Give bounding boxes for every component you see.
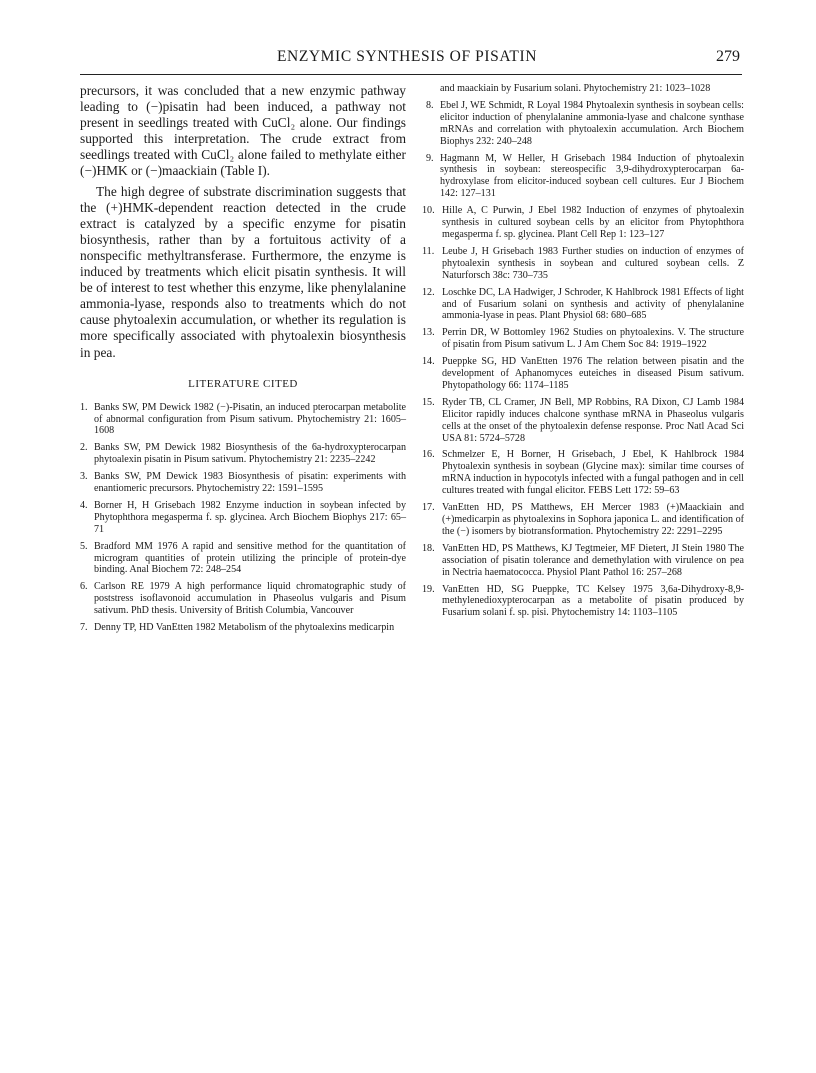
reference-text: VanEtten HD, PS Matthews, EH Mercer 1983 (+)Maackiain and (+)medicarpin as phytoalexins in Sophora japonica L. and identification of the (−) isomers by biotransformation. Phytochemistry 22: 2291–2295 <box>442 502 744 537</box>
reference-text: Hagmann M, W Heller, H Grisebach 1984 Induction of phytoalexin synthesis in soybean: stereospecific 3,9-dihydroxypterocarpan 6a-hydroxylase from elicitor-induced soybean cell cultures. Eur J Biochem 142: 127–131 <box>440 152 744 200</box>
reference-text: Bradford MM 1976 A rapid and sensitive method for the quantitation of microgram quantities of protein utilizing the principle of protein-dye binding. Anal Biochem 72: 248–254 <box>94 540 406 576</box>
reference-number: 16. <box>422 449 435 461</box>
reference-item <box>422 205 744 241</box>
reference-list-right <box>422 99 744 619</box>
reference-item <box>80 581 406 617</box>
reference-text: VanEtten HD, SG Pueppke, TC Kelsey 1975 3,6a-Dihydroxy-8,9-methylenedioxypterocarpan as a metabolite of pisatin produced by Fusarium solani f. sp. pisi. Phytochemistry 14: 1103–1105 <box>442 583 744 619</box>
reference-item <box>422 356 744 392</box>
reference-text: Loschke DC, LA Hadwiger, J Schroder, K Hahlbrock 1981 Effects of light and of Fusarium solani on synthesis and activity of phenylalanine ammonia-lyase in peas. Plant Physiol 68: 680–685 <box>442 286 744 322</box>
reference-number: 8. <box>426 99 434 111</box>
reference-item <box>426 153 744 201</box>
reference-text: VanEtten HD, PS Matthews, KJ Tegtmeier, MF Dietert, JI Stein 1980 The association of pisatin tolerance and demethylation with virulence on pea in Nectria haematococca. Physiol Plant Pathol 16: 257–268 <box>442 542 744 578</box>
reference-item <box>80 500 406 536</box>
reference-number: 7. <box>80 622 88 634</box>
reference-item <box>422 396 744 445</box>
body-paragraph-1: precursors, it was concluded that a new enzymic pathway leading to (−)pisatin had been induced, a pathway not present in seedlings treated with CuCl₂ alone. Our findings supported this interpretation. The crude extract from seedlings treated with CuCl₂ alone failed to methylate either (−)HMK or (−)maackiain (Table I). <box>80 83 406 179</box>
reference-number: 3. <box>80 471 88 483</box>
reference-number: 10. <box>422 205 435 217</box>
reference-item <box>422 449 744 497</box>
reference-item <box>422 502 744 538</box>
reference-item <box>422 245 744 282</box>
reference-item <box>80 442 406 466</box>
reference-number: 14. <box>422 356 435 368</box>
left-column <box>80 83 406 639</box>
page-number: 279 <box>716 48 740 65</box>
reference-number: 2. <box>80 442 88 454</box>
reference-number: 19. <box>422 583 435 595</box>
reference-text: Banks SW, PM Dewick 1982 Biosynthesis of the 6a-hydroxypterocarpan phytoalexin pisatin in Pisum sativum. Phytochemistry 21: 2235–2242 <box>94 442 406 466</box>
reference-text: Banks SW, PM Dewick 1983 Biosynthesis of pisatin: experiments with enantiomeric precursors. Phytochemistry 22: 1591–1595 <box>94 471 406 495</box>
reference-item <box>422 327 744 351</box>
reference-item <box>426 100 744 148</box>
reference-text: Carlson RE 1979 A high performance liquid chromatographic study of poststress isoflavonoid accumulation in Phaseolus vulgaris and Pisum sativum. PhD thesis. University of British Columbia, Vancouver <box>94 581 406 617</box>
reference-number: 6. <box>80 581 88 593</box>
reference-item <box>80 402 406 438</box>
body-paragraph-2: The high degree of substrate discrimination suggests that the (+)HMK-dependent reaction detected in the crude extract is catalyzed by a specific enzyme for pisatin biosynthesis, rather than by a fortuitous activity of a nonspecific methyltransferase. Furthermore, the enzyme is induced by treatments which elicit pisatin synthesis. It will be of interest to test whether this enzyme, like phenylalanine ammonia-lyase, responds also to treatments which do not cause phytoalexin accumulation, or whether its regulation is more specifically associated with phytoalexin biosynthesis in pea. <box>80 183 406 360</box>
page-header <box>80 48 740 72</box>
reference-text: Perrin DR, W Bottomley 1962 Studies on phytoalexins. V. The structure of pisatin from Pisum sativum L. J Am Chem Soc 84: 1919–1922 <box>442 327 744 351</box>
reference-text: Denny TP, HD VanEtten 1982 Metabolism of the phytoalexins medicarpin <box>94 622 395 634</box>
reference-text: Ryder TB, CL Cramer, JN Bell, MP Robbins, RA Dixon, CJ Lamb 1984 Elicitor rapidly induces chalcone synthase mRNA in Phaseolus vulgaris cells at the onset of the phytoalexin defense response. Proc Natl Acad Sci USA 81: 5724–5728 <box>442 396 744 444</box>
reference-list-left <box>80 402 406 634</box>
reference-number: 12. <box>422 286 435 298</box>
reference-item <box>80 622 406 634</box>
reference-item <box>422 583 744 620</box>
reference-item <box>422 286 744 323</box>
reference-number: 4. <box>80 499 88 511</box>
literature-cited-heading: LITERATURE CITED <box>188 377 298 390</box>
reference-text: Pueppke SG, HD VanEtten 1976 The relation between pisatin and the development of Aphanomyces euteiches in diseased Pisum sativum. Phytopathology 66: 1174–1185 <box>442 356 744 391</box>
reference-text: Banks SW, PM Dewick 1982 (−)-Pisatin, an induced pterocarpan metabolite of abnormal configuration from Pisum sativum. Phytochemistry 21: 1605–1608 <box>94 401 406 437</box>
reference-item <box>422 542 744 579</box>
reference-number: 13. <box>422 327 435 339</box>
reference-number: 9. <box>426 152 434 164</box>
reference-item <box>80 541 406 577</box>
reference-text: Ebel J, WE Schmidt, R Loyal 1984 Phytoalexin synthesis in soybean cells: elicitor induction of phenylalanine ammonia-lyase and chalcone synthase mRNAs and correlation with phytoalexin accumulation. Arch Biochem Biophys 232: 240–248 <box>440 99 744 147</box>
reference-number: 11. <box>422 245 435 257</box>
reference-number: 18. <box>422 542 435 554</box>
reference-continuation: and maackiain by Fusarium solani. Phytochemistry 21: 1023–1028 <box>440 83 711 94</box>
reference-text: Hille A, C Purwin, J Ebel 1982 Induction of enzymes of phytoalexin synthesis in cultured soybean cells by an elicitor from Phytophthora megasperma f. sp. glycinea. Plant Cell Rep 1: 123–127 <box>442 205 744 240</box>
reference-item <box>80 471 406 495</box>
header-rule <box>80 74 742 75</box>
reference-number: 5. <box>80 540 88 552</box>
reference-number: 15. <box>422 396 435 408</box>
reference-number: 17. <box>422 502 435 514</box>
running-title: ENZYMIC SYNTHESIS OF PISATIN <box>276 48 538 65</box>
right-column <box>422 83 744 624</box>
reference-text: Leube J, H Grisebach 1983 Further studies on induction of enzymes of phytoalexin synthesis in soybean and cultured soybean cells. Z Naturforsch 38c: 730–735 <box>442 245 744 281</box>
reference-text: Schmelzer E, H Borner, H Grisebach, J Ebel, K Hahlbrock 1984 Phytoalexin synthesis in soybean (Glycine max): similar time courses of mRNA induction in hypocotyls infected with a fungal pathogen and in cell cultures treated with fungal elicitor. FEBS Lett 172: 59–63 <box>442 449 744 497</box>
reference-number: 1. <box>80 401 88 413</box>
reference-text: Borner H, H Grisebach 1982 Enzyme induction in soybean infected by Phytophthora megasperma f. sp. glycinea. Arch Biochem Biophys 217: 65–71 <box>94 499 406 535</box>
